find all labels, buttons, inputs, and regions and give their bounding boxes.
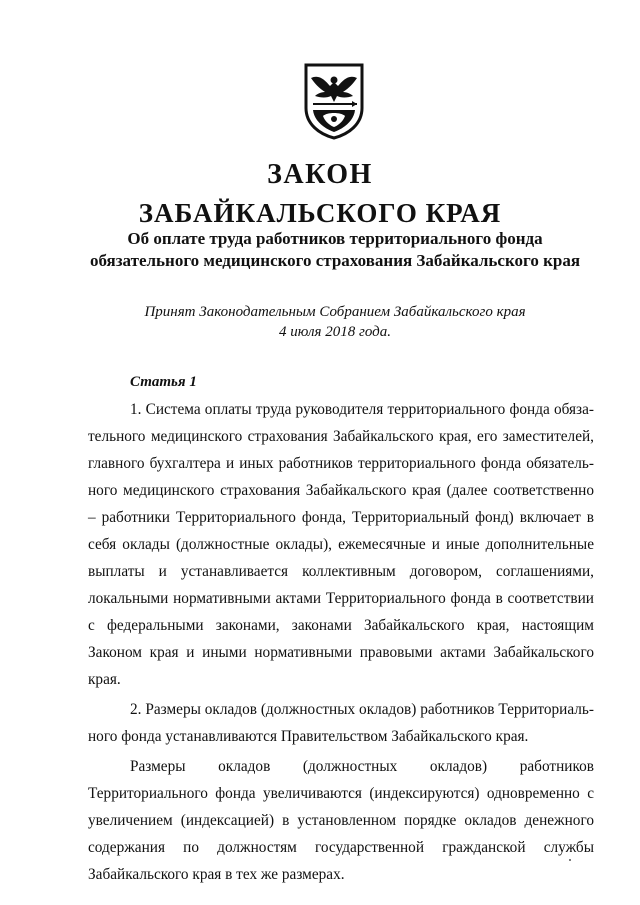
adoption-note [80,302,590,342]
adoption-date: 4 июля 2018 года. [279,324,391,340]
paragraph: 1. Система оплаты труда руководителя территориального фонда обязательного медицинского страхования Забайкальского края, его заместителей, главного бухгалтера и иных работников территориального фонда обязательного медицинского страхования Забайкальского края (далее соответственно – работники Территориального фонда, Территориальный фонд) включает в себя оклады (должностные оклады), ежемесячные и иные дополнительные выплаты и устанавливается коллективным договором, соглашениями, локальными нормативными актами Территориального фонда в соответствии с федеральными законами, законами Забайкальского края, настоящим Законом края и иными нормативными правовыми актами Забайкальского края. [88,401,594,688]
subtitle-line: обязательного медицинского страхования Забайкальского края [89,251,581,270]
document-region: ЗАБАЙКАЛЬСКОГО КРАЯ [138,198,502,228]
document-title: ЗАКОН [267,159,373,190]
article-heading: Статья 1 [130,374,197,390]
paragraph: Размеры окладов (должностных окладов) работников Территориального фонда увеличиваются (индексируются) одновременно с увеличением (индексацией) в установленном порядке окладов денежного содержания по должностям государственной гражданской службы Забайкальского края в тех же размерах. [88,758,594,883]
coat-of-arms-emblem [303,62,365,140]
subtitle-line: Об оплате труда работников территориального фонда [127,229,543,248]
scan-speck [569,859,571,861]
adoption-line: Принят Законодательным Собранием Забайкальского края [144,304,526,320]
coat-of-arms-icon [303,62,365,140]
paragraph: 2. Размеры окладов (должностных окладов) работников Территориального фонда устанавливаются Правительством Забайкальского края. [88,701,594,745]
document-subtitle [80,228,590,272]
article-body [88,396,594,891]
